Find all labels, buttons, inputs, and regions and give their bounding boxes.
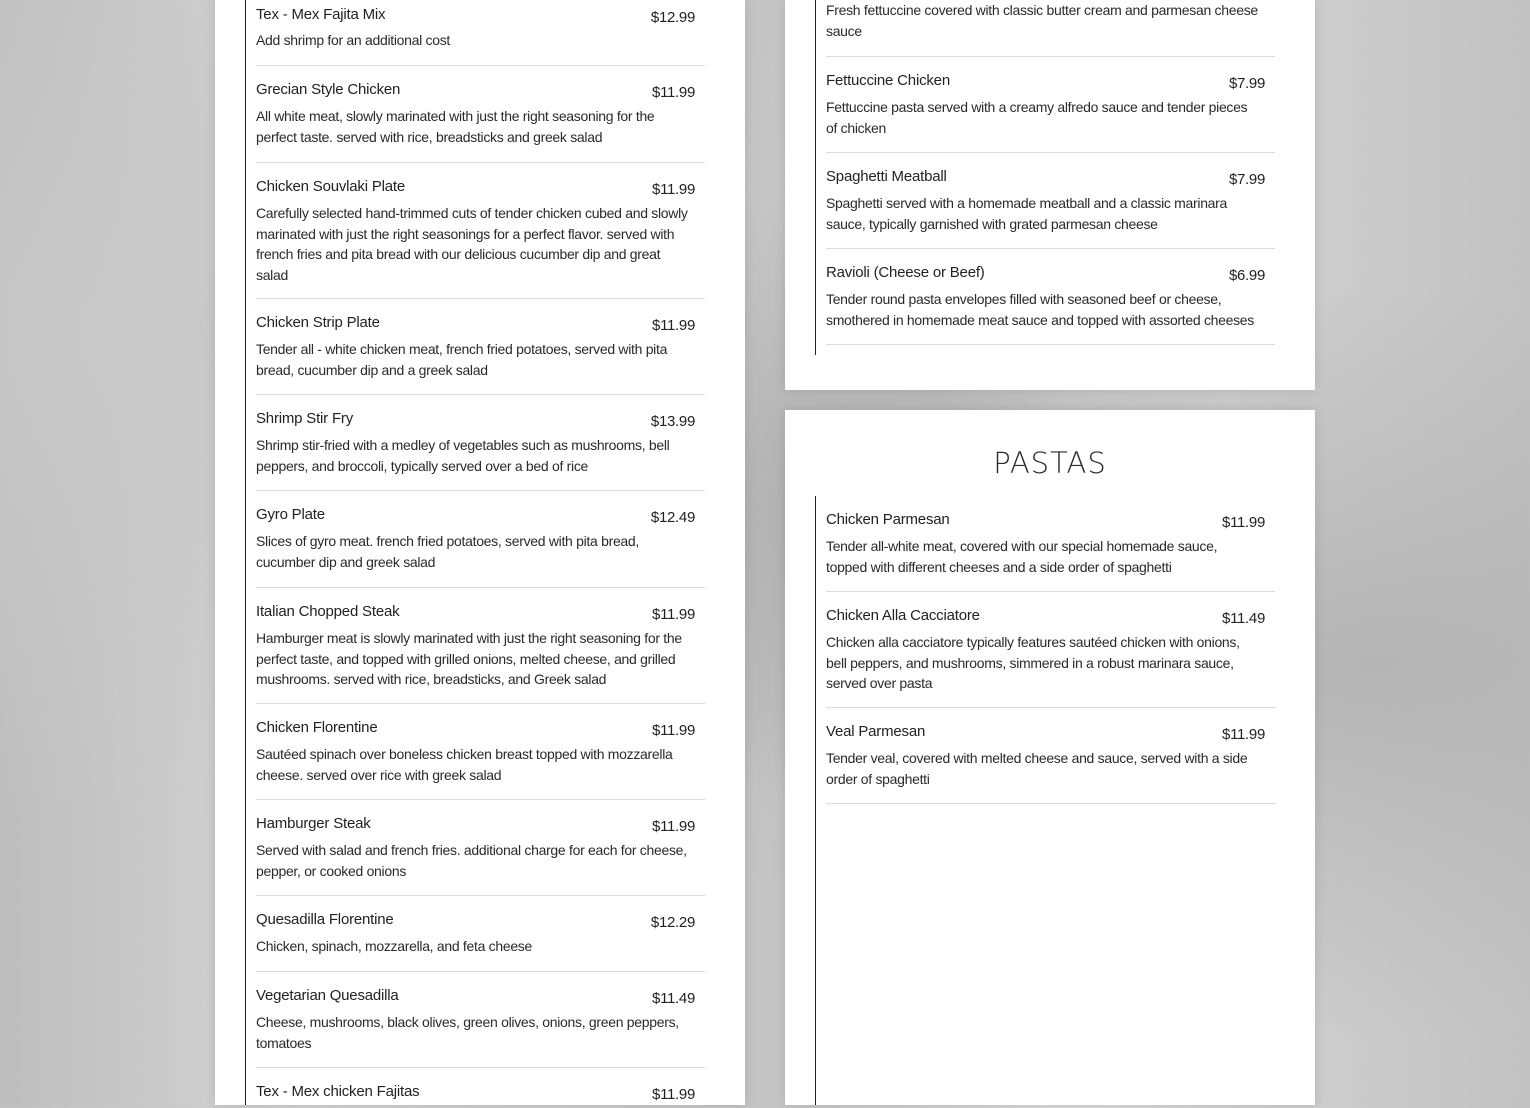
item-description: Cheese, mushrooms, black olives, green olives, onions, green peppers, tomatoes (256, 1014, 679, 1051)
item-description: Tender veal, covered with melted cheese and sauce, served with a side order of spaghetti (826, 750, 1248, 787)
item-price: $12.29 (650, 914, 695, 931)
item-price: $11.99 (652, 84, 695, 101)
item-price: $11.49 (1222, 610, 1265, 627)
item-name: Tex - Mex chicken Fajitas (256, 1083, 420, 1100)
item-name: Veal Parmesan (826, 723, 926, 740)
item-description: Tender round pasta envelopes filled with seasoned beef or cheese, smothered in homemade meat sauce and topped with assorted cheeses (826, 291, 1254, 328)
item-name: Shrimp Stir Fry (256, 410, 354, 427)
item-description: Add shrimp for an additional cost (256, 32, 450, 48)
item-name: Fettuccine Chicken (826, 72, 950, 89)
section-title: PASTAS (993, 446, 1107, 480)
item-description: Spaghetti served with a homemade meatball and a classic marinara sauce, typically garnished with grated parmesan cheese (826, 195, 1228, 232)
menu-item (826, 0, 1275, 57)
menu-list (245, 0, 706, 1105)
menu-item (256, 163, 705, 299)
item-description: Served with salad and french fries. additional charge for each for cheese, pepper, or cooked onions (256, 842, 687, 879)
item-name: Tex - Mex Fajita Mix (256, 6, 386, 23)
menu-list (815, 496, 1276, 1105)
item-price: $12.99 (650, 9, 695, 26)
item-description: Slices of gyro meat. french fried potatoes, served with pita bread, cucumber dip and greek salad (256, 533, 639, 570)
item-price: $11.99 (652, 818, 695, 835)
item-description: Fettuccine pasta served with a creamy alfredo sauce and tender pieces of chicken (826, 99, 1248, 136)
menu-item (826, 249, 1275, 345)
menu-item (826, 708, 1275, 804)
item-name: Gyro Plate (256, 506, 325, 523)
item-description: Hamburger meat is slowly marinated with just the right seasoning for the perfect taste, and topped with grilled onions, melted cheese, and grilled mushrooms. served with rice, breadsticks, and Greek salad (256, 630, 682, 687)
item-name: Grecian Style Chicken (256, 81, 401, 98)
item-price: $11.99 (652, 1086, 695, 1103)
item-price: $6.99 (1228, 267, 1265, 284)
item-price: $11.99 (1222, 514, 1265, 531)
menu-item (256, 588, 705, 704)
menu-card-left (215, 0, 745, 1105)
menu-item (826, 592, 1275, 708)
item-price: $11.99 (1222, 726, 1265, 743)
menu-item (826, 153, 1275, 249)
item-description: Tender all-white meat, covered with our special homemade sauce, topped with different cheeses and a side order of spaghetti (826, 538, 1218, 575)
item-price: $7.99 (1228, 171, 1265, 188)
item-description: Chicken, spinach, mozzarella, and feta cheese (256, 938, 532, 954)
menu-list (815, 0, 1276, 355)
item-name: Hamburger Steak (256, 815, 371, 832)
menu-item (256, 491, 705, 588)
item-name: Quesadilla Florentine (256, 911, 394, 928)
item-description: All white meat, slowly marinated with just the right seasoning for the perfect taste. served with rice, breadsticks and greek salad (256, 108, 655, 145)
item-name: Ravioli (Cheese or Beef) (826, 264, 985, 281)
item-price: $7.99 (1228, 75, 1265, 92)
item-description: Shrimp stir-fried with a medley of vegetables such as mushrooms, bell peppers, and broccoli, typically served over a bed of rice (256, 437, 670, 474)
item-name: Vegetarian Quesadilla (256, 987, 399, 1004)
menu-item (256, 704, 705, 800)
menu-item (826, 57, 1275, 153)
item-price: $11.99 (652, 606, 695, 623)
item-price: $11.99 (652, 317, 695, 334)
item-price: $13.99 (650, 413, 695, 430)
menu-item (256, 1068, 705, 1108)
item-price: $11.49 (652, 990, 695, 1007)
item-description: Sautéed spinach over boneless chicken breast topped with mozzarella cheese. served over rice with greek salad (256, 746, 673, 783)
item-name: Chicken Souvlaki Plate (256, 178, 406, 195)
item-price: $12.49 (650, 509, 695, 526)
item-price: $11.99 (652, 722, 695, 739)
item-name: Chicken Alla Cacciatore (826, 607, 980, 624)
item-name: Italian Chopped Steak (256, 603, 400, 620)
menu-item (256, 0, 705, 66)
item-name: Chicken Florentine (256, 719, 378, 736)
item-description: Fresh fettuccine covered with classic butter cream and parmesan cheese sauce (826, 2, 1258, 39)
menu-item (256, 972, 705, 1068)
item-name: Chicken Strip Plate (256, 314, 380, 331)
menu-item (256, 800, 705, 896)
menu-item (826, 496, 1275, 592)
menu-item (256, 896, 705, 972)
item-price: $11.99 (652, 181, 695, 198)
menu-item (256, 395, 705, 491)
menu-item (256, 299, 705, 395)
item-name: Chicken Parmesan (826, 511, 950, 528)
item-description: Chicken alla cacciatore typically features sautéed chicken with onions, bell peppers, and mushrooms, simmered in a robust marinara sauce, served over pasta (826, 634, 1240, 691)
menu-item (256, 66, 705, 163)
item-name: Spaghetti Meatball (826, 168, 947, 185)
pastas-card (785, 410, 1315, 1105)
menu-card-right-top (785, 0, 1315, 390)
item-description: Carefully selected hand-trimmed cuts of tender chicken cubed and slowly marinated with just the right seasonings for a perfect flavor. served with french fries and pita bread with our delicious cucumber dip and great salad (256, 205, 688, 283)
item-description: Tender all - white chicken meat, french fried potatoes, served with pita bread, cucumber dip and a greek salad (256, 341, 668, 378)
